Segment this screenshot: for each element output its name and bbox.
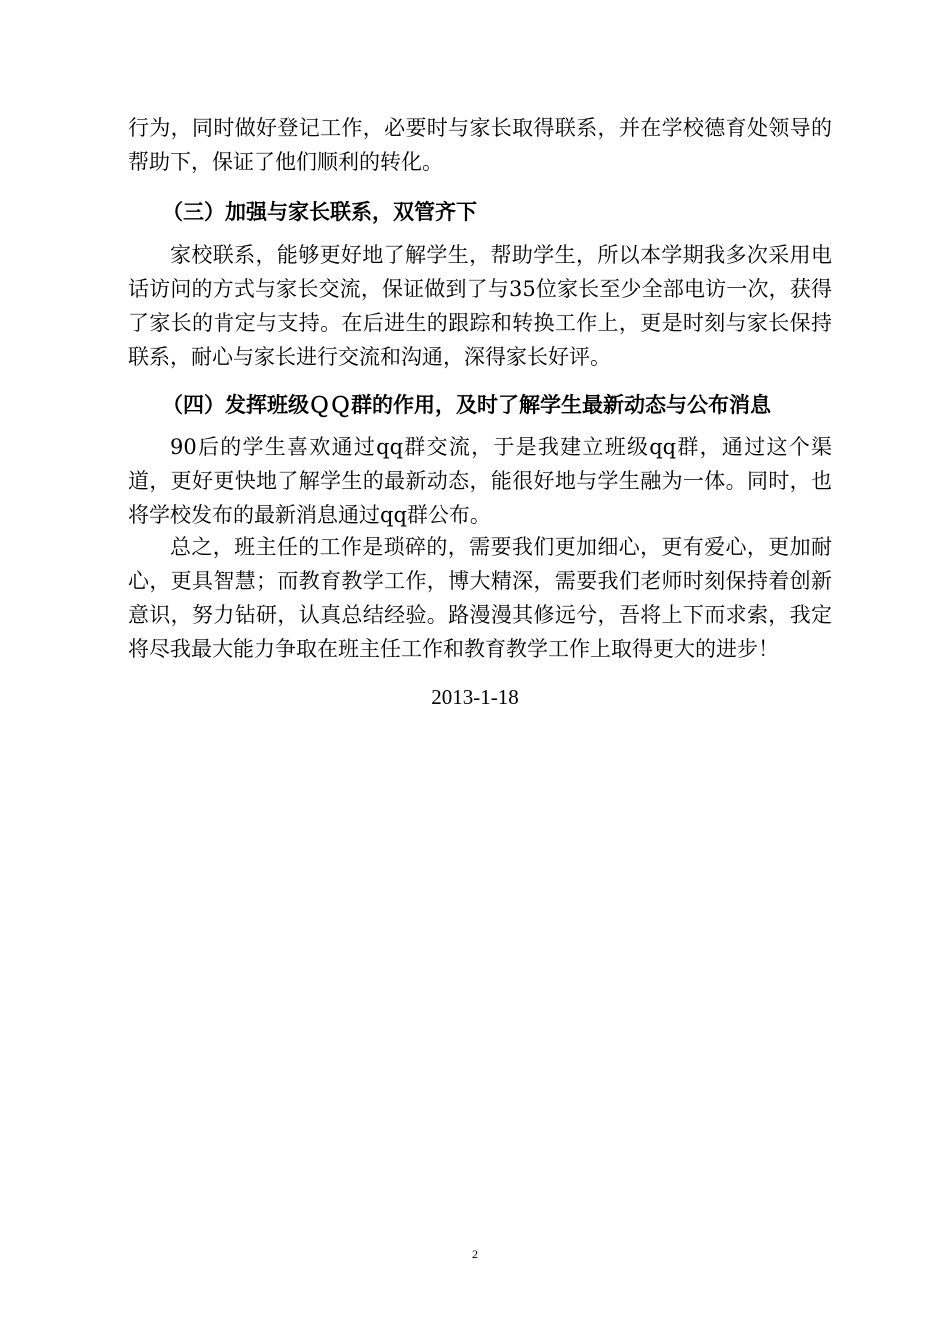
page-number: 2 [472, 1247, 478, 1261]
section-four-heading: （四）发挥班级ＱＱ群的作用，及时了解学生最新动态与公布消息 [162, 392, 771, 417]
section-four-body: 90后的学生喜欢通过qq群交流，于是我建立班级qq群，通过这个渠道，更好更快地了解学生的最新动态，能很好地与学生融为一体。同时，也将学校发布的最新消息通过qq群公布。 [128, 435, 832, 527]
document-date: 2013-1-18 [431, 685, 519, 709]
continued-paragraph: 行为，同时做好登记工作，必要时与家长取得联系，并在学校德育处领导的帮助下，保证了他们顺利的转化。 [128, 116, 832, 174]
conclusion-paragraph: 总之，班主任的工作是琐碎的，需要我们更加细心，更有爱心，更加耐心，更具智慧；而教育教学工作，博大精深，需要我们老师时刻保持着创新意识，努力钻研，认真总结经验。路漫漫其修远兮，吾将上下而求索，我定将尽我最大能力争取在班主任工作和教育教学工作上取得更大的进步！ [128, 535, 832, 661]
section-three-heading: （三）加强与家长联系，双管齐下 [162, 199, 477, 224]
section-three-body: 家校联系，能够更好地了解学生，帮助学生，所以本学期我多次采用电话访问的方式与家长交流，保证做到了与35位家长至少全部电访一次，获得了家长的肯定与支持。在后进生的跟踪和转换工作上，更是时刻与家长保持联系，耐心与家长进行交流和沟通，深得家长好评。 [128, 243, 832, 369]
